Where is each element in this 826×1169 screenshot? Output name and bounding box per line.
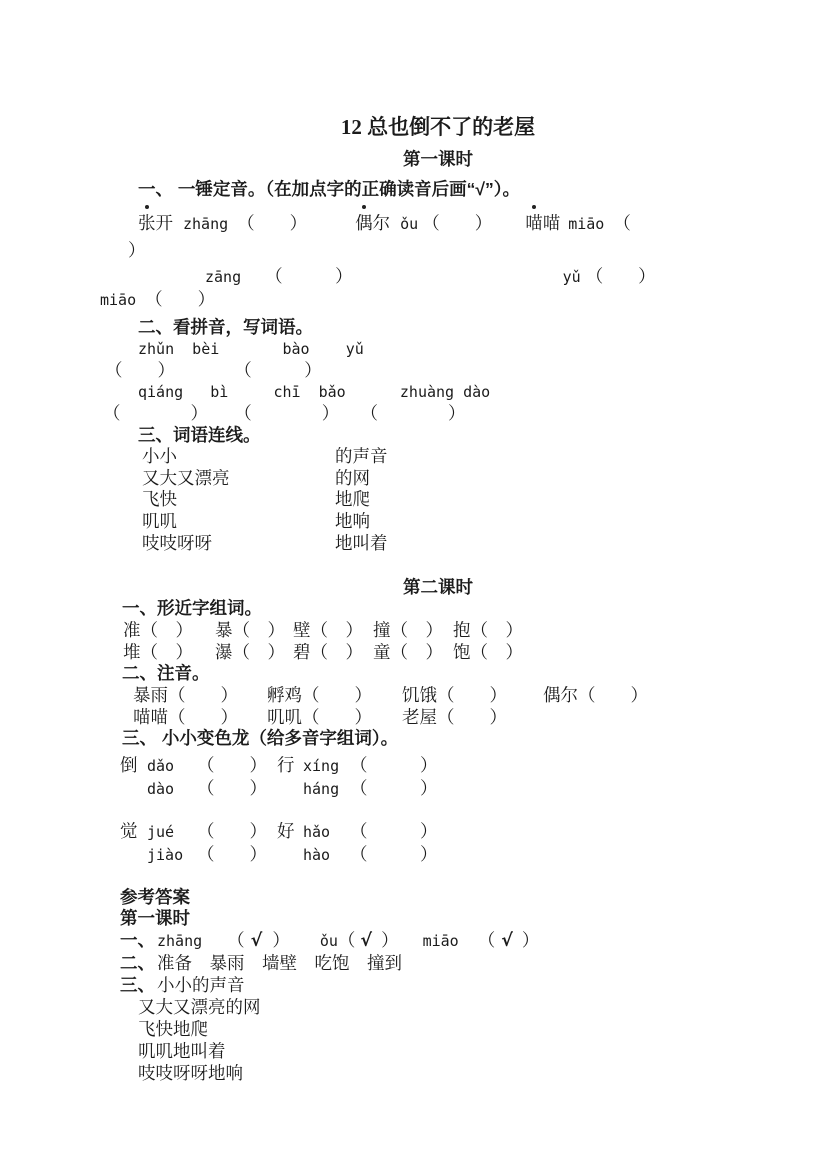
pinyin: zhāng: [157, 931, 203, 950]
write-blank[interactable]: （ ）: [243, 403, 340, 423]
char-xing: 行: [277, 754, 295, 775]
connect-row: [142, 511, 776, 533]
answer-row-3-sub: [138, 1062, 776, 1084]
pinyin-yu: yǔ: [562, 268, 581, 286]
answer-row-2: [120, 952, 776, 974]
pinyin: jiào: [147, 845, 184, 864]
l1-ex1-alt-row2: [100, 288, 776, 311]
write-blank[interactable]: （ ）: [302, 684, 372, 705]
l1-ex2-blank-row1: [105, 360, 776, 381]
write-blank[interactable]: （ ）: [369, 403, 466, 423]
connect-right[interactable]: 的声音: [335, 446, 388, 466]
word-rest: 喵: [542, 213, 561, 233]
answer-blank[interactable]: （ ）: [237, 213, 308, 233]
write-blank[interactable]: （ ）: [168, 684, 238, 705]
l1-ex2-pinyin-row2: [138, 381, 776, 403]
answer-blank[interactable]: （ ）: [585, 266, 656, 286]
write-blank[interactable]: （ ）: [232, 641, 285, 662]
connect-right[interactable]: 地叫着: [335, 532, 388, 553]
write-blank[interactable]: （ ）: [437, 684, 507, 705]
pinyin-row: qiáng bì chī bǎo zhuàng dào: [138, 383, 491, 401]
write-blank[interactable]: （ ）: [243, 360, 322, 380]
pinyin: hǎo: [303, 822, 331, 841]
pinyin: dào: [147, 779, 175, 798]
l2-ex1-heading: 一、形近字组词。: [122, 597, 262, 618]
write-blank[interactable]: （ ）: [232, 619, 285, 640]
connect-row: [142, 446, 776, 468]
word-miaomiao: [525, 213, 560, 233]
l2-ex2-row1: [133, 684, 776, 706]
answer-label: 一、: [120, 929, 155, 950]
answer-blank-open[interactable]: （: [613, 213, 631, 233]
pinyin-zang: zāng: [205, 268, 242, 286]
char: 抱: [453, 619, 471, 640]
l2-ex3-heading: 三、 小小变色龙（给多音字组词）。: [122, 727, 399, 748]
word: 喵喵: [133, 706, 168, 727]
l2-ex2-row2: [133, 706, 776, 728]
write-blank[interactable]: （ ）: [350, 754, 438, 775]
char: 堆: [123, 641, 141, 662]
pinyin: dǎo: [147, 756, 175, 775]
paren-open: （: [337, 929, 356, 950]
paren-open: （: [227, 929, 245, 950]
connect-row: [142, 533, 776, 555]
pinyin: ǒu: [319, 931, 338, 950]
char: 暴: [215, 619, 233, 640]
multi-sound-row-dao-xing-b: [120, 777, 776, 800]
char: 撞: [373, 619, 391, 640]
l1-ex2-heading: 二、看拼音，写词语。: [138, 317, 313, 337]
word: 饥饿: [402, 684, 437, 705]
char-dao: 倒: [120, 754, 138, 775]
write-blank[interactable]: （ ）: [350, 843, 438, 864]
pinyin-zhang: zhāng: [183, 215, 229, 233]
write-blank[interactable]: （ ）: [197, 754, 267, 775]
connect-right[interactable]: 地响: [335, 511, 370, 532]
answer-blank[interactable]: （ ）: [145, 289, 216, 309]
connect-right[interactable]: 地爬: [335, 489, 370, 510]
answer-row-3-sub: [138, 1018, 776, 1040]
answer-blank[interactable]: （ ）: [422, 213, 493, 233]
write-blank[interactable]: （ ）: [310, 619, 363, 640]
write-blank[interactable]: （ ）: [390, 619, 443, 640]
word: 偶尔: [543, 684, 578, 705]
answer-text: 准备 暴雨 墙壁 吃饱 撞到: [157, 952, 402, 973]
write-blank[interactable]: （ ）: [103, 403, 208, 423]
pinyin-miao: miāo: [568, 215, 605, 233]
connect-left[interactable]: 飞快: [142, 489, 177, 510]
paren-close: ）: [381, 929, 399, 950]
dotted-char: 偶: [355, 213, 373, 233]
l2-ex2-heading: 二、注音。: [122, 662, 210, 683]
write-blank[interactable]: （ ）: [310, 641, 363, 662]
pinyin-miao2: miāo: [100, 291, 137, 309]
write-blank[interactable]: （ ）: [140, 619, 193, 640]
answers-lesson1-heading: 第一课时: [120, 907, 190, 928]
multi-sound-row-dao-xing-a: [120, 754, 776, 777]
write-blank[interactable]: （ ）: [197, 843, 267, 864]
answer-text: 又大又漂亮的网: [138, 996, 261, 1017]
word-zhangkai: [138, 213, 173, 233]
answer-row-3: [120, 974, 776, 996]
answer-text: 小小的声音: [157, 974, 245, 995]
char: 碧: [293, 641, 311, 662]
check-mark: √: [250, 930, 263, 951]
l1-ex2-blank-row2: [103, 403, 776, 424]
answers-heading: 参考答案: [120, 886, 190, 907]
word-rest: 开: [155, 213, 173, 233]
char: 饱: [453, 641, 471, 662]
l1-ex3-heading: 三、词语连线。: [138, 425, 261, 445]
answer-text: 飞快地爬: [138, 1018, 208, 1039]
word: 暴雨: [133, 684, 168, 705]
answer-text: 吱吱呀呀地响: [138, 1062, 243, 1083]
char: 瀑: [215, 641, 233, 662]
connect-left[interactable]: 又大又漂亮: [142, 467, 230, 488]
write-blank[interactable]: （ ）: [302, 706, 372, 727]
paren-close: ）: [521, 929, 540, 950]
write-blank[interactable]: （ ）: [437, 706, 507, 727]
answer-row-3-sub: [138, 996, 776, 1018]
write-blank[interactable]: （ ）: [350, 820, 438, 841]
l2-ex1-row1: [123, 619, 776, 641]
dotted-char: 张: [138, 213, 156, 233]
connect-left[interactable]: 叽叽: [142, 511, 177, 532]
char: 壁: [293, 619, 311, 640]
answer-label: 三、: [120, 974, 155, 995]
pinyin: jué: [147, 822, 175, 841]
connect-exercise: [100, 446, 776, 555]
pinyin-ou: ǒu: [400, 215, 419, 233]
paren-close: ）: [272, 929, 290, 950]
write-blank[interactable]: （ ）: [390, 641, 443, 662]
pinyin-row: zhǔn bèi bào yǔ: [138, 340, 364, 358]
write-blank[interactable]: （ ）: [350, 777, 438, 798]
connect-row: [142, 468, 776, 490]
page-title: 12 总也倒不了的老屋: [340, 115, 536, 139]
write-blank[interactable]: （ ）: [470, 641, 523, 662]
check-mark: √: [501, 930, 513, 951]
pinyin: xíng: [303, 756, 340, 775]
dotted-char: 喵: [525, 213, 543, 233]
answer-blank[interactable]: （ ）: [265, 266, 353, 286]
answer-row-3-sub: [138, 1040, 776, 1062]
connect-right[interactable]: 的网: [335, 467, 370, 488]
word-rest: 尔: [372, 213, 391, 233]
char-jue: 觉: [120, 820, 138, 841]
word-ouer: [355, 213, 390, 233]
answer-text: 叽叽地叫着: [138, 1040, 226, 1061]
write-blank[interactable]: （ ）: [140, 641, 193, 662]
write-blank[interactable]: （ ）: [578, 684, 648, 705]
word: 老屋: [402, 706, 437, 727]
connect-left[interactable]: 吱吱呀呀: [142, 532, 212, 553]
check-mark: √: [360, 930, 373, 951]
connect-left[interactable]: 小小: [142, 446, 177, 466]
word: 孵鸡: [267, 684, 302, 705]
write-blank[interactable]: （ ）: [197, 820, 267, 841]
l1-ex1-heading: 一、 一锤定音。（在加点字的正确读音后画“√”）。: [138, 179, 520, 199]
write-blank[interactable]: （ ）: [197, 777, 267, 798]
lesson2-heading: 第二课时: [403, 576, 473, 597]
multi-sound-row-jue-hao-a: [120, 820, 776, 843]
char: 准: [123, 619, 141, 640]
word: 叽叽: [267, 706, 302, 727]
pinyin: miāo: [422, 931, 459, 950]
pinyin: háng: [303, 779, 340, 798]
close-paren: ）: [128, 240, 146, 260]
answer-row-1: [120, 929, 776, 952]
multi-sound-row-jue-hao-b: [120, 843, 776, 866]
char-hao: 好: [277, 820, 295, 841]
connect-row: [142, 489, 776, 511]
pinyin: hào: [303, 845, 331, 864]
l1-ex1-alt-row: [205, 265, 776, 288]
l1-ex2-pinyin-row1: [138, 338, 776, 360]
write-blank[interactable]: （ ）: [470, 619, 523, 640]
lesson1-heading: 第一课时: [403, 149, 473, 169]
write-blank[interactable]: （ ）: [168, 706, 238, 727]
l2-ex1-row2: [123, 641, 776, 663]
write-blank[interactable]: （ ）: [105, 360, 175, 380]
answer-label: 二、: [120, 952, 155, 973]
char: 童: [373, 641, 391, 662]
l1-ex1-row1: [138, 212, 776, 235]
paren-open: （: [477, 929, 496, 950]
l1-ex1-wrap-close: [128, 239, 776, 261]
